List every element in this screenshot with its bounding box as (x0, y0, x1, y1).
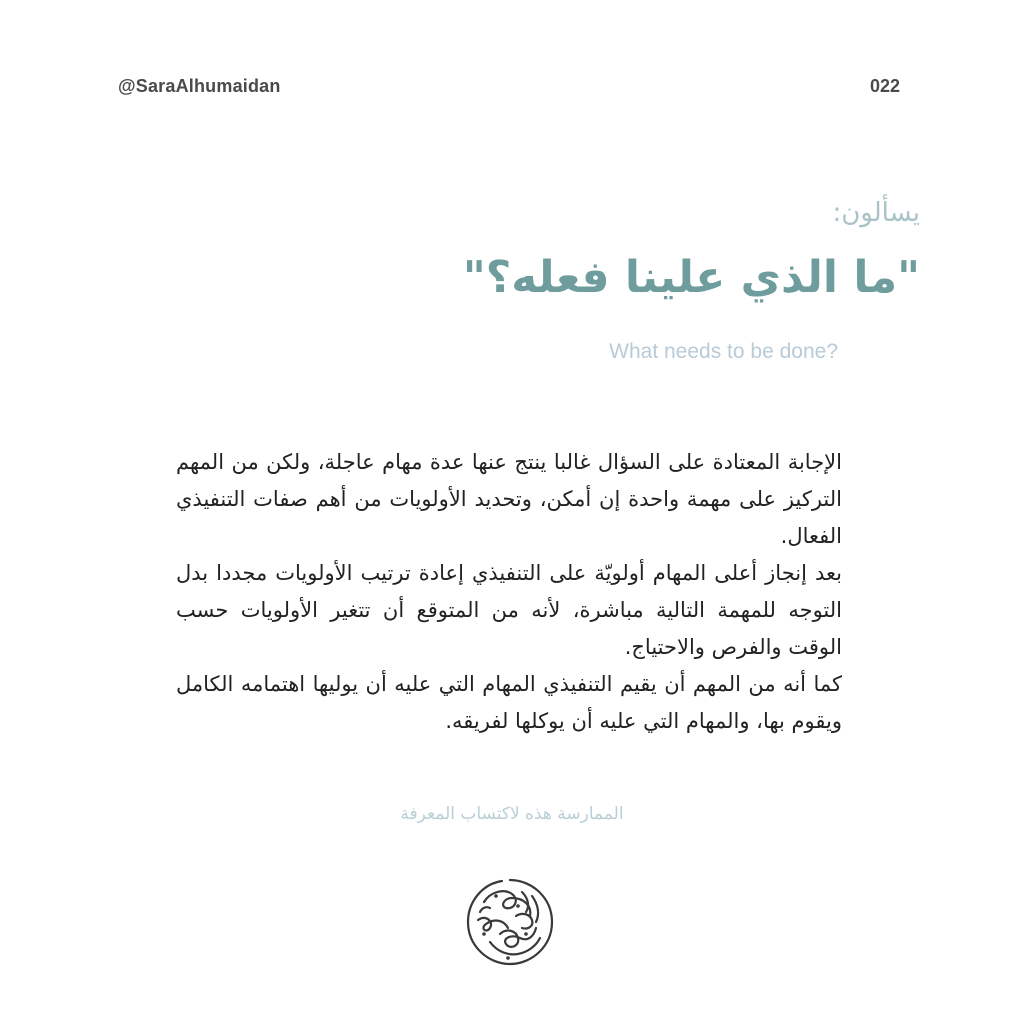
author-handle: @SaraAlhumaidan (118, 76, 281, 96)
body-paragraph: كما أنه من المهم أن يقيم التنفيذي المهام التي عليه أن يوليها اهتمامه الكامل ويقوم بها، والمهام التي عليه أن يوكلها لفريقه. (176, 672, 842, 733)
page-title: "ما الذي علينا فعله؟" (462, 252, 920, 303)
footer-note: الممارسة هذه لاكتساب المعرفة (400, 804, 624, 824)
english-subtitle: What needs to be done? (609, 340, 838, 363)
kicker-label: يسألون: (832, 198, 920, 228)
page-number: 022 (869, 76, 900, 96)
body-paragraph: بعد إنجاز أعلى المهام أولويّة على التنفيذي إعادة ترتيب الأولويات مجددا بدل التوجه للمهمة التالية مباشرة، لأنه من المتوقع أن تتغير الأولويات حسب الوقت والفرص والاحتياج. (176, 561, 842, 659)
calligraphy-seal-logo (460, 872, 560, 972)
body-paragraph: الإجابة المعتادة على السؤال غالبا ينتج عنها عدة مهام عاجلة، ولكن من المهم التركيز على مهمة واحدة إن أمكن، وتحديد الأولويات من أهم صفات التنفيذي الفعال. (176, 450, 842, 548)
body-text (176, 444, 842, 740)
